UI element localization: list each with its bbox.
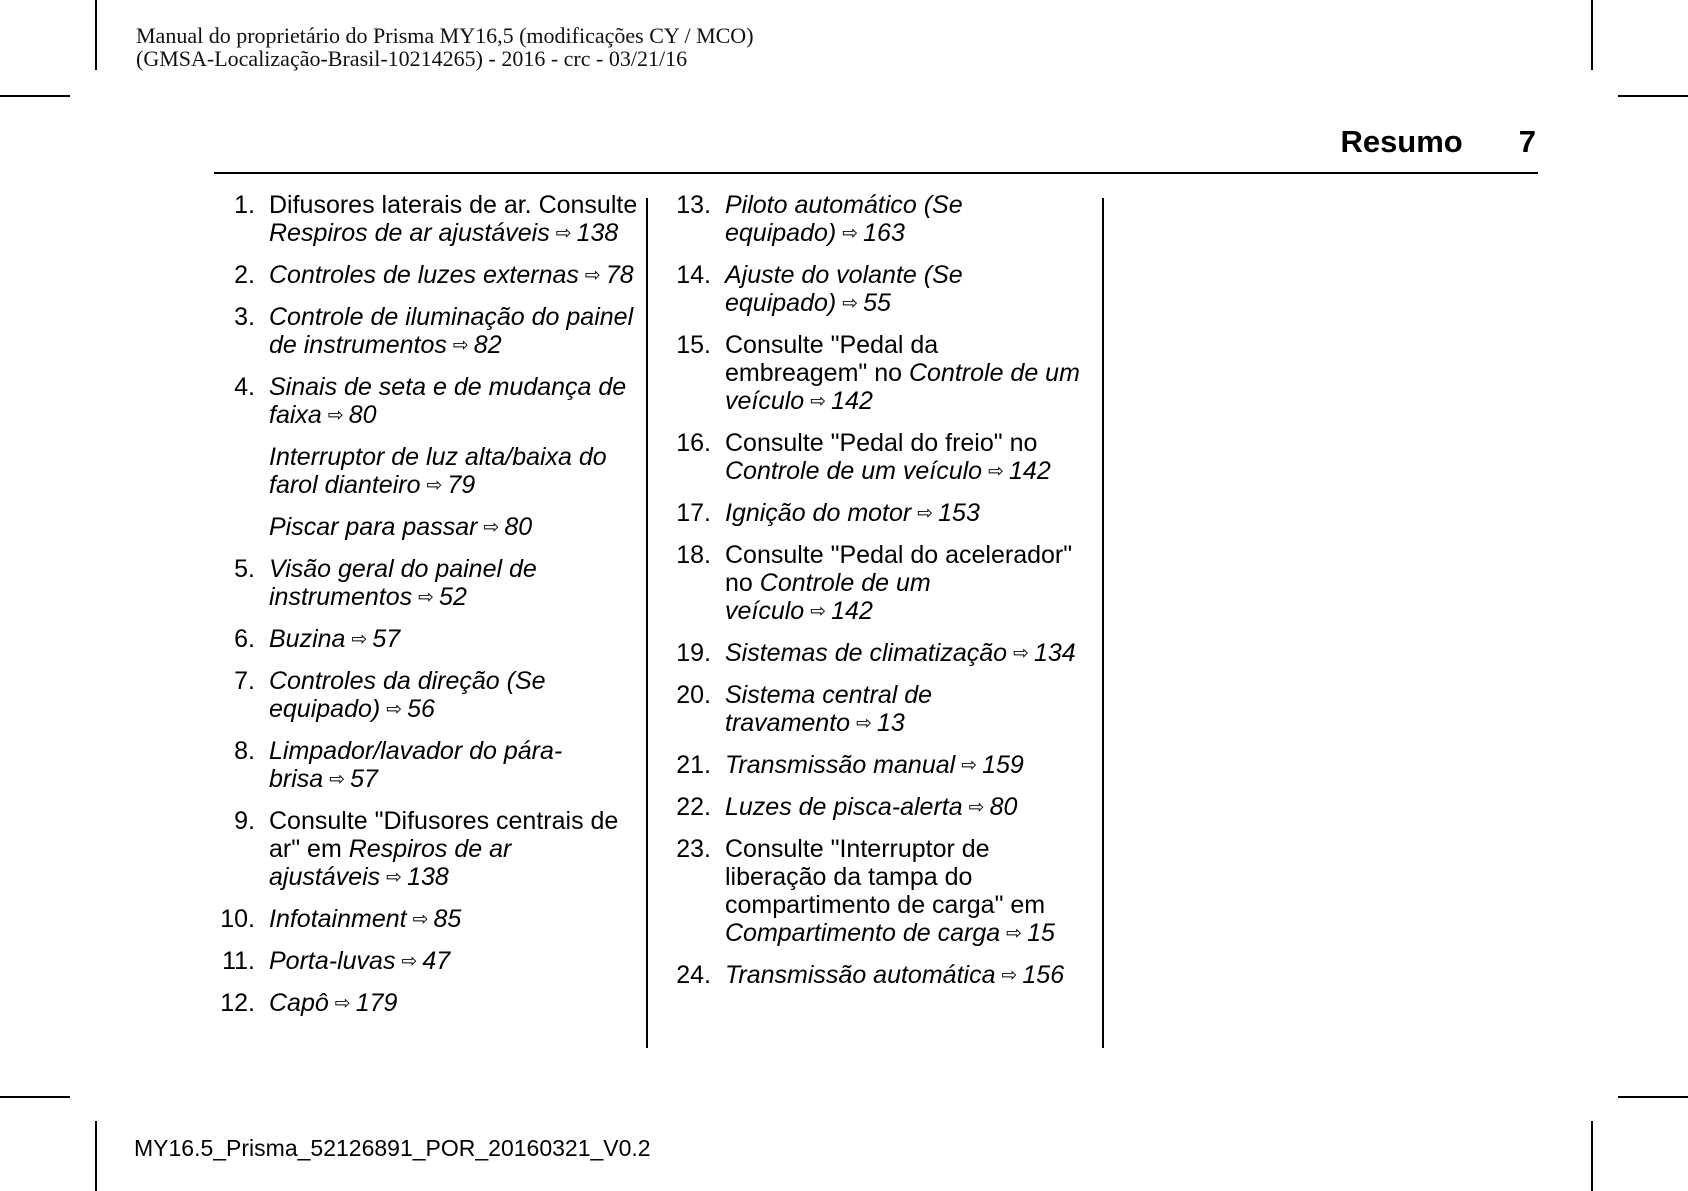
legend-item-text <box>269 443 640 502</box>
cross-reference-title[interactable]: Capô <box>269 989 329 1017</box>
arrow-right-outline-icon: ⇨ <box>961 755 978 776</box>
arrow-right-outline-icon: ⇨ <box>842 293 859 314</box>
legend-item-text <box>725 835 1085 950</box>
arrow-right-outline-icon: ⇨ <box>401 951 418 972</box>
legend-item-number: 21. <box>676 751 711 779</box>
legend-item <box>204 513 640 544</box>
cross-reference-title[interactable]: Sinais de seta e de mudança de faixa <box>269 373 627 429</box>
cross-reference-link[interactable] <box>269 625 400 653</box>
legend-item-text <box>725 261 1085 320</box>
legend-item-text <box>269 807 640 894</box>
cross-reference-page[interactable]: 138 <box>407 863 449 891</box>
legend-item-number: 10. <box>220 905 255 933</box>
cross-reference-title[interactable]: Respiros de ar ajustáveis <box>269 835 512 891</box>
legend-item-text <box>725 639 1085 670</box>
crop-mark-top-right-horizontal <box>1618 95 1688 97</box>
cross-reference-title[interactable]: Ajuste do volante (Se equipado) <box>725 261 963 317</box>
cross-reference-link[interactable] <box>269 373 626 429</box>
arrow-right-outline-icon: ⇨ <box>810 601 827 622</box>
legend-item-number: 2. <box>234 261 255 289</box>
legend-item <box>204 807 640 894</box>
cross-reference-title[interactable]: Controles de luzes externas <box>269 261 579 289</box>
document-metadata <box>136 24 754 70</box>
legend-item-number: 17. <box>676 499 711 527</box>
legend-item <box>660 793 1085 824</box>
cross-reference-title[interactable]: Compartimento de carga <box>725 919 1001 947</box>
arrow-right-outline-icon: ⇨ <box>351 629 368 650</box>
cross-reference-title[interactable]: Controles da direção (Se equipado) <box>269 667 546 723</box>
cross-reference-page[interactable]: 134 <box>1033 639 1076 667</box>
legend-item-number: 16. <box>676 429 711 457</box>
crop-mark-bottom-right-vertical <box>1591 1121 1593 1191</box>
legend-item-number: 22. <box>676 793 711 821</box>
cross-reference-page[interactable]: 15 <box>1027 919 1055 947</box>
metadata-line-2: (GMSA-Localização-Brasil-10214265) - 2016 - crc - 03/21/16 <box>136 46 688 71</box>
legend-item <box>204 191 640 250</box>
cross-reference-title[interactable]: Buzina <box>269 625 346 653</box>
document-code: MY16.5_Prisma_52126891_POR_20160321_V0.2 <box>134 1135 651 1161</box>
cross-reference-link[interactable] <box>725 751 1024 779</box>
cross-reference-title[interactable]: Interruptor de luz alta/baixa do farol dianteiro <box>269 443 607 499</box>
cross-reference-page[interactable]: 82 <box>473 331 502 359</box>
legend-item-number: 1. <box>234 191 255 219</box>
arrow-right-outline-icon: ⇨ <box>483 517 500 538</box>
crop-mark-bottom-left-vertical <box>95 1121 97 1191</box>
cross-reference-page[interactable]: 57 <box>372 625 401 653</box>
legend-item-text <box>725 751 1085 782</box>
arrow-right-outline-icon: ⇨ <box>856 713 872 734</box>
legend-item-number: 24. <box>676 961 711 989</box>
cross-reference-title[interactable]: Transmissão manual <box>725 751 956 779</box>
legend-item <box>204 625 640 656</box>
cross-reference-link[interactable] <box>725 191 963 247</box>
legend-item <box>204 667 640 726</box>
legend-item-text <box>269 625 640 656</box>
cross-reference-link[interactable] <box>725 793 1017 821</box>
crop-mark-top-left-horizontal <box>0 95 70 97</box>
legend-item <box>660 751 1085 782</box>
cross-reference-page[interactable]: 153 <box>938 499 980 527</box>
cross-reference-title[interactable]: Piloto automático (Se equipado) <box>725 191 963 247</box>
legend-column-2 <box>660 191 1085 1003</box>
cross-reference-page[interactable]: 80 <box>348 401 377 429</box>
arrow-right-outline-icon: ⇨ <box>386 699 403 720</box>
arrow-right-outline-icon: ⇨ <box>555 223 572 244</box>
cross-reference-title[interactable]: Controle de um veículo <box>725 457 983 485</box>
legend-item <box>204 303 640 362</box>
arrow-right-outline-icon: ⇨ <box>452 335 469 356</box>
cross-reference-page[interactable]: 79 <box>447 471 476 499</box>
legend-item-number: 5. <box>234 555 255 583</box>
legend-item <box>660 681 1085 740</box>
cross-reference-link[interactable] <box>269 737 562 793</box>
legend-item-number: 15. <box>676 331 711 359</box>
legend-item-text <box>725 793 1085 824</box>
arrow-right-outline-icon: ⇨ <box>842 223 859 244</box>
cross-reference-page[interactable]: 80 <box>989 793 1018 821</box>
cross-reference-title[interactable]: Controle de um veículo <box>725 569 931 625</box>
cross-reference-link[interactable] <box>269 989 397 1017</box>
legend-item-text <box>269 191 640 250</box>
arrow-right-outline-icon: ⇨ <box>386 867 403 888</box>
legend-item <box>660 191 1085 250</box>
legend-item <box>204 947 640 978</box>
cross-reference-link[interactable] <box>725 499 980 527</box>
legend-item-text <box>725 681 1085 740</box>
cross-reference-title[interactable]: Controle de iluminação do painel de instrumentos <box>269 303 634 359</box>
cross-reference-title[interactable]: Ignição do motor <box>725 499 912 527</box>
cross-reference-page[interactable]: 55 <box>863 289 891 317</box>
legend-item <box>660 261 1085 320</box>
legend-item-number: 4. <box>234 373 255 401</box>
legend-item <box>204 905 640 936</box>
arrow-right-outline-icon: ⇨ <box>426 475 443 496</box>
legend-item-text <box>725 499 1085 530</box>
cross-reference-title[interactable]: Infotainment <box>269 905 407 933</box>
cross-reference-page[interactable]: 52 <box>439 583 467 611</box>
legend-item-text <box>269 373 640 432</box>
legend-item <box>660 639 1085 670</box>
legend-item-text <box>269 947 640 978</box>
arrow-right-outline-icon: ⇨ <box>917 503 934 524</box>
cross-reference-link[interactable] <box>725 639 1076 667</box>
cross-reference-link[interactable] <box>269 443 607 499</box>
cross-reference-title[interactable]: Controle de um veículo <box>725 359 1080 415</box>
running-head <box>1340 122 1536 162</box>
cross-reference-link[interactable] <box>725 961 1064 989</box>
legend-item <box>204 555 640 614</box>
legend-item-number: 23. <box>676 835 711 863</box>
column-divider-2 <box>1102 198 1104 1048</box>
legend-item-number <box>204 443 269 502</box>
crop-mark-top-right-vertical <box>1591 0 1593 70</box>
cross-reference-link[interactable] <box>269 261 634 289</box>
legend-item-plain-text: Consulte "Interruptor de liberação da tampa do compartimento de carga" em <box>725 835 1046 919</box>
legend-item-text <box>269 261 640 292</box>
cross-reference-page[interactable]: 156 <box>1022 961 1065 989</box>
legend-item-number: 20. <box>676 681 711 709</box>
legend-item-plain-text: Consulte "Pedal do acelerador" no <box>725 541 1073 597</box>
legend-item-number: 11. <box>222 947 255 975</box>
legend-item-plain-text: Consulte "Difusores centrais de ar" em <box>269 807 619 863</box>
arrow-right-outline-icon: ⇨ <box>334 993 351 1014</box>
header-rule <box>214 172 1538 174</box>
cross-reference-link[interactable] <box>725 919 1055 947</box>
column-divider-1 <box>646 198 648 1048</box>
cross-reference-link[interactable] <box>725 261 963 317</box>
cross-reference-page[interactable]: 179 <box>355 989 398 1017</box>
legend-item-text <box>725 191 1085 250</box>
crop-mark-bottom-left-horizontal <box>0 1096 70 1098</box>
cross-reference-page[interactable]: 78 <box>605 261 634 289</box>
legend-item <box>660 961 1085 992</box>
crop-mark-top-left-vertical <box>95 0 97 70</box>
cross-reference-title[interactable]: Piscar para passar <box>269 513 478 541</box>
legend-item-number: 6. <box>234 625 255 653</box>
legend-item-number: 18. <box>676 541 711 569</box>
cross-reference-page[interactable]: 142 <box>831 597 873 625</box>
arrow-right-outline-icon: ⇨ <box>584 265 601 286</box>
legend-column-1 <box>204 191 640 1031</box>
legend-item <box>204 261 640 292</box>
cross-reference-link[interactable] <box>269 905 461 933</box>
legend-item-number: 12. <box>220 989 255 1017</box>
legend-item-plain-text: Difusores laterais de ar. Consulte <box>269 191 638 219</box>
legend-item-text <box>269 303 640 362</box>
arrow-right-outline-icon: ⇨ <box>1001 965 1018 986</box>
arrow-right-outline-icon: ⇨ <box>327 405 344 426</box>
legend-item-text <box>269 737 640 796</box>
arrow-right-outline-icon: ⇨ <box>412 909 429 930</box>
legend-item-number: 7. <box>234 667 255 695</box>
arrow-right-outline-icon: ⇨ <box>810 391 827 412</box>
cross-reference-link[interactable] <box>269 219 618 247</box>
legend-item <box>660 499 1085 530</box>
arrow-right-outline-icon: ⇨ <box>968 797 985 818</box>
legend-item <box>204 373 640 432</box>
legend-item-text <box>725 429 1085 488</box>
arrow-right-outline-icon: ⇨ <box>1006 923 1023 944</box>
cross-reference-title[interactable]: Visão geral do painel de instrumentos <box>269 555 537 611</box>
cross-reference-page[interactable]: 80 <box>504 513 533 541</box>
cross-reference-page[interactable]: 56 <box>407 695 435 723</box>
legend-item-text <box>725 331 1085 418</box>
legend-item-text <box>725 961 1085 992</box>
legend-item-number: 8. <box>234 737 255 765</box>
cross-reference-page[interactable]: 138 <box>576 219 619 247</box>
legend-item-number <box>204 513 269 544</box>
legend-item <box>204 443 640 502</box>
legend-item-text <box>269 989 640 1020</box>
cross-reference-link[interactable] <box>725 681 932 737</box>
cross-reference-page[interactable]: 142 <box>831 387 873 415</box>
cross-reference-title[interactable]: Sistemas de climatização <box>725 639 1008 667</box>
legend-item <box>204 989 640 1020</box>
legend-item-plain-text: Consulte "Pedal da embreagem" no <box>725 331 939 387</box>
legend-item-text <box>725 541 1085 628</box>
arrow-right-outline-icon: ⇨ <box>988 461 1005 482</box>
legend-item <box>660 331 1085 418</box>
legend-item-number: 19. <box>676 639 711 667</box>
legend-item-plain-text: Consulte "Pedal do freio" no <box>725 429 1038 457</box>
cross-reference-title[interactable]: Limpador/lavador do pára-brisa <box>269 737 563 793</box>
cross-reference-page[interactable]: 13 <box>876 709 905 737</box>
cross-reference-link[interactable] <box>269 303 633 359</box>
cross-reference-title[interactable]: Respiros de ar ajustáveis <box>269 219 550 247</box>
cross-reference-page[interactable]: 159 <box>982 751 1024 779</box>
legend-item-text <box>269 555 640 614</box>
legend-item <box>660 835 1085 950</box>
legend-item-number: 14. <box>676 261 711 289</box>
cross-reference-title[interactable]: Transmissão automática <box>725 961 996 989</box>
cross-reference-link[interactable] <box>269 555 537 611</box>
legend-item-text <box>269 667 640 726</box>
cross-reference-link[interactable] <box>269 667 546 723</box>
cross-reference-title[interactable]: Porta-luvas <box>269 947 396 975</box>
legend-item <box>204 737 640 796</box>
cross-reference-page[interactable]: 142 <box>1009 457 1051 485</box>
legend-item <box>660 541 1085 628</box>
cross-reference-link[interactable] <box>725 457 1051 485</box>
cross-reference-link[interactable] <box>269 513 532 541</box>
cross-reference-page[interactable]: 57 <box>350 765 378 793</box>
page-number: 7 <box>1518 124 1536 159</box>
crop-mark-bottom-right-horizontal <box>1618 1096 1688 1098</box>
legend-item-number: 3. <box>234 303 255 331</box>
cross-reference-link[interactable] <box>269 947 450 975</box>
cross-reference-page[interactable]: 163 <box>863 219 905 247</box>
arrow-right-outline-icon: ⇨ <box>329 769 346 790</box>
legend-item-text <box>269 905 640 936</box>
arrow-right-outline-icon: ⇨ <box>1013 643 1029 664</box>
cross-reference-title[interactable]: Sistema central de travamento <box>725 681 933 737</box>
legend-item-number: 13. <box>676 191 711 219</box>
cross-reference-page[interactable]: 47 <box>422 947 451 975</box>
legend-item-text <box>269 513 640 544</box>
legend-item <box>660 429 1085 488</box>
section-title: Resumo <box>1340 124 1463 159</box>
legend-item-number: 9. <box>234 807 255 835</box>
cross-reference-title[interactable]: Luzes de pisca-alerta <box>725 793 963 821</box>
arrow-right-outline-icon: ⇨ <box>418 587 435 608</box>
metadata-line-1: Manual do proprietário do Prisma MY16,5 (modificações CY / MCO) <box>136 23 754 48</box>
cross-reference-page[interactable]: 85 <box>433 905 462 933</box>
